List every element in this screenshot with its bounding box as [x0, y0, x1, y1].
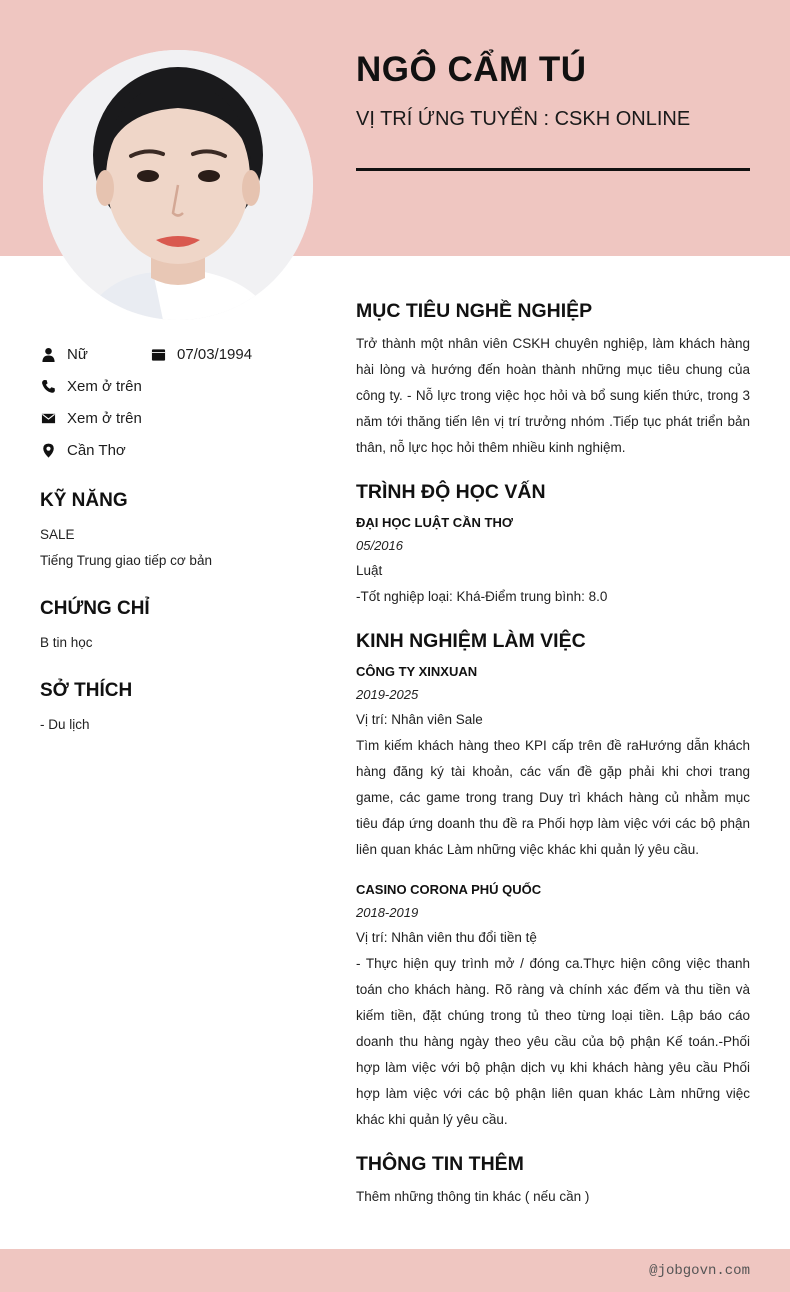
- map-pin-icon: [40, 442, 56, 458]
- phone-item: [40, 378, 142, 395]
- hobby-item: - Du lịch: [40, 717, 90, 732]
- hobbies-title: SỞ THÍCH: [40, 680, 133, 701]
- header-divider: [356, 168, 750, 171]
- phone-text: Xem ở trên: [67, 377, 142, 395]
- objective-text: Trở thành một nhân viên CSKH chuyên nghiệp, làm khách hàng hài lòng và hướng đến hoàn thành những mục tiêu chung của công ty. - Nỗ lực trong việc học hỏi và bổ sung kiến thức, trong 3 năm tới thăng tiến lên vị trí trưởng nhóm .Tiếp tục phát triển bản thân, nỗ lực học hỏi thêm nhiều kinh nghiệm.: [356, 336, 750, 455]
- experience-section: [356, 630, 750, 1133]
- email-item: [40, 410, 142, 427]
- location-text: Cần Thơ: [67, 441, 126, 459]
- education-title: TRÌNH ĐỘ HỌC VẤN: [356, 481, 546, 503]
- certificate-item: B tin học: [40, 635, 93, 650]
- job-period: 2018-2019: [356, 905, 419, 920]
- education-date: 05/2016: [356, 538, 403, 553]
- school-name: ĐẠI HỌC LUẬT CẦN THƠ: [356, 515, 513, 530]
- job-entry: [356, 879, 750, 1133]
- job-entry: [356, 661, 750, 863]
- extra-info-title: THÔNG TIN THÊM: [356, 1153, 524, 1175]
- portrait-illustration: [43, 50, 313, 320]
- user-icon: [40, 346, 56, 362]
- job-company: CÔNG TY XINXUAN: [356, 664, 478, 679]
- experience-title: KINH NGHIỆM LÀM VIỆC: [356, 630, 586, 652]
- skills-title: KỸ NĂNG: [40, 490, 128, 511]
- email-text: Xem ở trên: [67, 409, 142, 427]
- phone-icon: [40, 378, 56, 394]
- calendar-icon: [150, 346, 166, 362]
- job-company: CASINO CORONA PHÚ QUỐC: [356, 882, 542, 897]
- left-column: [40, 338, 320, 738]
- job-role: Vị trí: Nhân viên thu đổi tiền tệ: [356, 930, 537, 945]
- right-column: [356, 300, 750, 1230]
- hobbies-list: [40, 712, 320, 738]
- birthdate-text: 07/03/1994: [177, 345, 253, 363]
- extra-info-section: [356, 1153, 750, 1210]
- education-note: -Tốt nghiệp loại: Khá-Điểm trung bình: 8.0: [356, 589, 608, 604]
- skills-list: [40, 522, 320, 574]
- gender-item: [40, 346, 150, 363]
- job-role: Vị trí: Nhân viên Sale: [356, 712, 483, 727]
- footer-watermark: @jobgovn.com: [649, 1263, 750, 1279]
- education-section: [356, 481, 750, 610]
- location-item: [40, 442, 126, 459]
- certificates-title: CHỨNG CHỈ: [40, 598, 150, 619]
- info-row-email: [40, 402, 320, 434]
- gender-text: Nữ: [67, 345, 88, 363]
- birthdate-item: [150, 346, 252, 363]
- education-major: Luật: [356, 563, 383, 578]
- applied-position: VỊ TRÍ ỨNG TUYỂN : CSKH ONLINE: [356, 108, 691, 130]
- objective-title: MỤC TIÊU NGHỀ NGHIỆP: [356, 300, 593, 322]
- info-row-location: [40, 434, 320, 466]
- job-description: - Thực hiện quy trình mở / đóng ca.Thực hiện công việc thanh toán cho khách hàng. Rõ ràng và chính xác đếm và thu tiền và kiếm tiền, đặt chúng trong tủ theo từng loại tiền. Lập báo cáo doanh thu hàng ngày theo yêu cầu của bộ phận Kế toán.-Phối hợp làm việc với bộ phận dịch vụ khi khách hàng yêu cầu Phối hợp làm việc với các bộ phận liên quan khác Làm những việc khác khi quản lý yêu cầu.: [356, 956, 750, 1127]
- skill-item: SALE: [40, 527, 75, 542]
- info-row-phone: [40, 370, 320, 402]
- info-row-personal: [40, 338, 320, 370]
- skill-item: Tiếng Trung giao tiếp cơ bản: [40, 553, 212, 568]
- candidate-name: NGÔ CẨM TÚ: [356, 50, 587, 89]
- job-description: Tìm kiếm khách hàng theo KPI cấp trên đề raHướng dẫn khách hàng đăng ký tài khoản, các vấn đề gặp phải khi chơi trang game, các game trong trang Duy trì khách hàng củ nhằm mục tiêu đáp ứng doanh thu đề ra Phối hợp làm việc với các bộ phận liên quan khác Làm những việc khác khi quản lý yêu cầu.: [356, 738, 750, 857]
- extra-info-text: Thêm những thông tin khác ( nếu cần ): [356, 1189, 590, 1204]
- job-period: 2019-2025: [356, 687, 419, 702]
- objective-section: [356, 300, 750, 461]
- certificates-list: [40, 630, 320, 656]
- mail-icon: [40, 410, 56, 426]
- profile-photo: [43, 50, 313, 320]
